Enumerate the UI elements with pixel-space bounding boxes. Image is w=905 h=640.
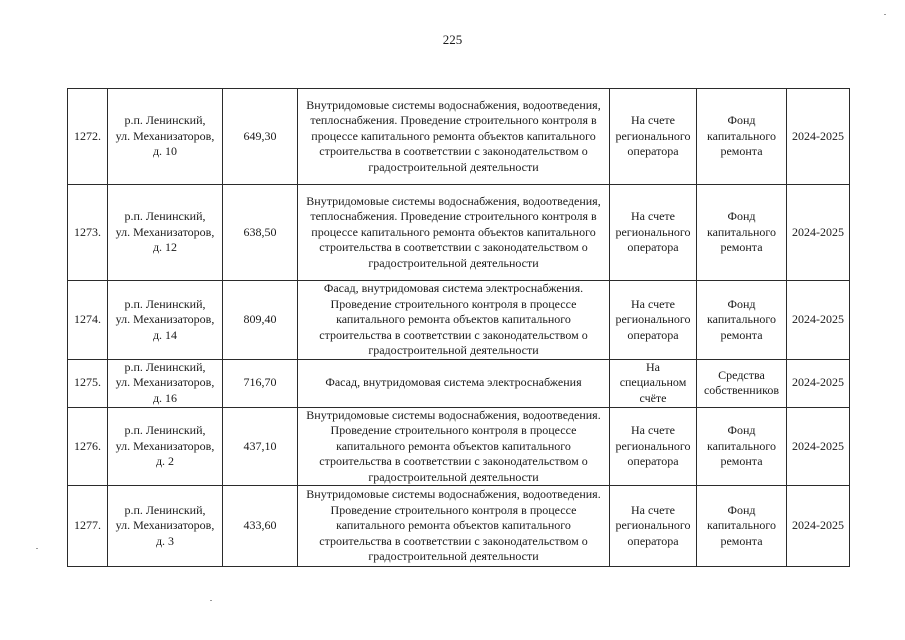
address-cell: [108, 359, 223, 407]
period-cell: 2024-2025: [787, 359, 850, 407]
area-cell: 433,60: [223, 486, 298, 567]
area-cell: 437,10: [223, 407, 298, 486]
scan-speck: [36, 548, 38, 549]
address-house: д. 3: [155, 533, 175, 548]
address-locality: р.п. Ленинский,: [124, 296, 206, 311]
address-locality: р.п. Ленинский,: [124, 502, 206, 517]
table-row: [68, 359, 850, 407]
address-locality: р.п. Ленинский,: [124, 209, 206, 224]
address-house: д. 16: [152, 390, 178, 405]
area-cell: 649,30: [223, 89, 298, 185]
period-cell: 2024-2025: [787, 281, 850, 360]
table-row: [68, 185, 850, 281]
funding-cell: Средства собственников: [697, 359, 787, 407]
page-number: 225: [442, 32, 463, 47]
works-cell: Внутридомовые системы водоснабжения, водоотведения, теплоснабжения. Проведение строительного контроля в процессе капитального ремонта объектов капитального строительства в соответствии с законодательством о градостроительной деятельности: [298, 185, 610, 281]
area-cell: 716,70: [223, 359, 298, 407]
funding-cell: Фонд капитального ремонта: [697, 281, 787, 360]
address-locality: р.п. Ленинский,: [124, 113, 206, 128]
address-cell: [108, 486, 223, 567]
address-street: ул. Механизаторов,: [115, 128, 215, 143]
address-cell: [108, 407, 223, 486]
address-street: ул. Механизаторов,: [115, 518, 215, 533]
table-row: [68, 89, 850, 185]
row-number: 1274.: [68, 281, 108, 360]
address-cell: [108, 185, 223, 281]
funding-cell: Фонд капитального ремонта: [697, 89, 787, 185]
address-street: ул. Механизаторов,: [115, 438, 215, 453]
period-cell: 2024-2025: [787, 407, 850, 486]
account-cell: На счете регионального оператора: [610, 407, 697, 486]
funding-cell: Фонд капитального ремонта: [697, 407, 787, 486]
account-cell: На счете регионального оператора: [610, 486, 697, 567]
row-number: 1275.: [68, 359, 108, 407]
address-street: ул. Механизаторов,: [115, 312, 215, 326]
address-locality: р.п. Ленинский,: [124, 359, 206, 374]
address-locality: р.п. Ленинский,: [124, 423, 206, 437]
table-row: [68, 407, 850, 486]
address-house: д. 14: [152, 327, 178, 342]
period-cell: 2024-2025: [787, 185, 850, 281]
scan-speck: [884, 14, 886, 15]
account-cell: На счете регионального оператора: [610, 281, 697, 360]
address-street: ул. Механизаторов,: [115, 375, 215, 390]
row-number: 1273.: [68, 185, 108, 281]
table-row: [68, 281, 850, 360]
address-cell: [108, 89, 223, 185]
address-cell: [108, 281, 223, 360]
account-cell: На счете регионального оператора: [610, 185, 697, 281]
account-cell: На специальном счёте: [610, 359, 697, 407]
works-cell: Внутридомовые системы водоснабжения, водоотведения. Проведение строительного контроля в процессе капитального ремонта объектов капитального строительства в соответствии с законодательством о градостроительной деятельности: [298, 407, 610, 486]
address-house: д. 12: [152, 240, 178, 255]
works-cell: Внутридомовые системы водоснабжения, водоотведения, теплоснабжения. Проведение строительного контроля в процессе капитального ремонта объектов капитального строительства в соответствии с законодательством о градостроительной деятельности: [298, 89, 610, 185]
table-row: [68, 486, 850, 567]
area-cell: 638,50: [223, 185, 298, 281]
address-house: д. 2: [155, 454, 175, 468]
row-number: 1272.: [68, 89, 108, 185]
funding-cell: Фонд капитального ремонта: [697, 185, 787, 281]
account-cell: На счете регионального оператора: [610, 89, 697, 185]
works-cell: Фасад, внутридомовая система электроснабжения: [298, 359, 610, 407]
period-cell: 2024-2025: [787, 89, 850, 185]
works-cell: Фасад, внутридомовая система электроснабжения. Проведение строительного контроля в процессе капитального ремонта объектов капитального строительства в соответствии с законодательством о градостроительной деятельности: [298, 281, 610, 360]
period-cell: 2024-2025: [787, 486, 850, 567]
row-number: 1277.: [68, 486, 108, 567]
funding-cell: Фонд капитального ремонта: [697, 486, 787, 567]
address-street: ул. Механизаторов,: [115, 224, 215, 239]
row-number: 1276.: [68, 407, 108, 486]
scan-speck: [210, 600, 212, 601]
works-cell: Внутридомовые системы водоснабжения, водоотведения. Проведение строительного контроля в процессе капитального ремонта объектов капитального строительства в соответствии с законодательством о градостроительной деятельности: [298, 486, 610, 567]
area-cell: 809,40: [223, 281, 298, 360]
address-house: д. 10: [152, 144, 178, 159]
capital-repair-table: [67, 88, 850, 567]
